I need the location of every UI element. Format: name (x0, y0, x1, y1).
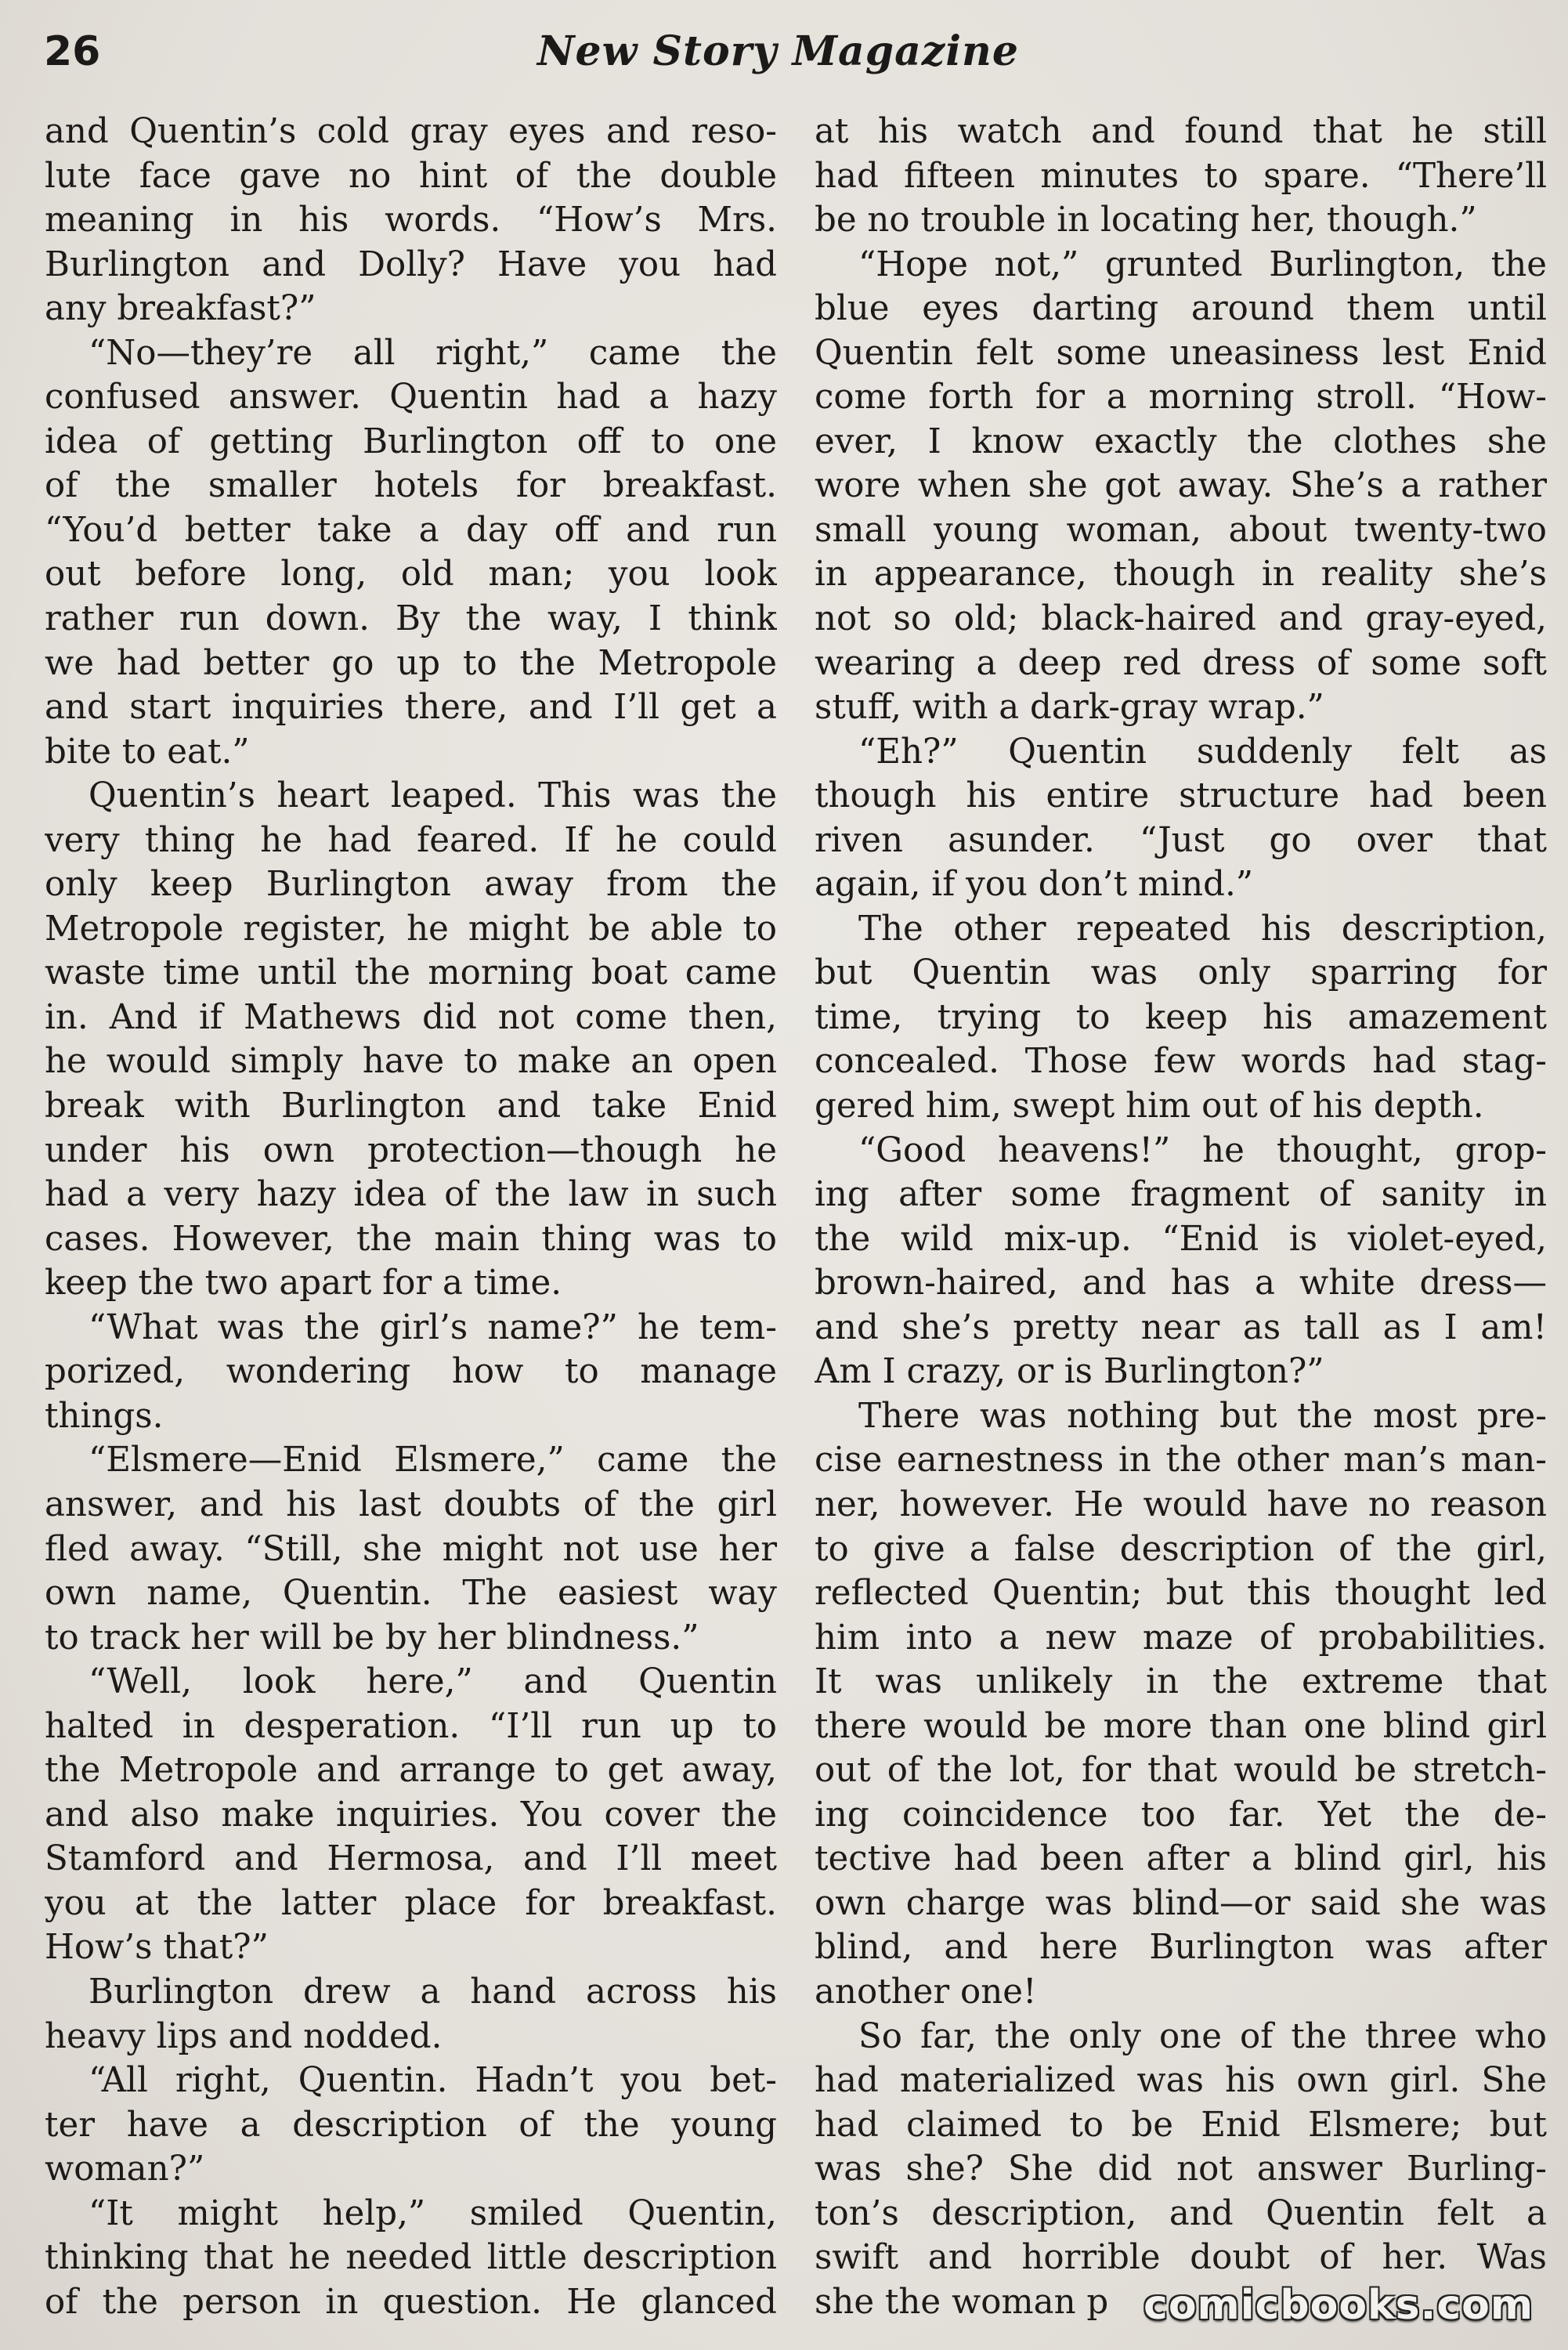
text-line: under his own protection—though he (45, 1130, 777, 1170)
page-header (44, 20, 1532, 83)
text-line: had fifteen minutes to spare. “There’ll (815, 156, 1547, 196)
text-line: meaning in his words. “How’s Mrs. (45, 201, 777, 240)
text-line: come forth for a morning stroll. “How- (815, 378, 1547, 418)
text-line: to give a false description of the girl, (815, 1529, 1547, 1569)
text-line: brown-haired, and has a white dress— (815, 1264, 1547, 1303)
text-line: though his entire structure had been (815, 776, 1547, 816)
text-line: and Quentin’s cold gray eyes and reso- (45, 112, 777, 151)
text-line: heavy lips and nodded. (45, 2016, 443, 2056)
right-text-column (815, 110, 1547, 2324)
text-line: confused answer. Quentin had a hazy (45, 378, 777, 418)
text-line: things. (45, 1396, 164, 1436)
text-line: we had better go up to the Metropole (45, 643, 777, 683)
text-line: wore when she got away. She’s a rather (815, 466, 1547, 506)
text-line: There was nothing but the most pre- (858, 1396, 1547, 1436)
text-line: keep the two apart for a time. (45, 1264, 562, 1303)
text-line: The other repeated his description, (858, 909, 1547, 949)
text-line: riven asunder. “Just go over that (815, 820, 1547, 860)
text-line: blind, and here Burlington was after (815, 1928, 1547, 1968)
text-line: ner, however. He would have no reason (815, 1484, 1547, 1524)
text-line: time, trying to keep his amazement (815, 997, 1547, 1037)
text-line: swift and horrible doubt of her. Was (815, 2238, 1547, 2278)
text-line: woman?” (45, 2149, 205, 2189)
text-line: reflected Quentin; but this thought led (815, 1574, 1547, 1614)
text-line: small young woman, about twenty-two (815, 510, 1547, 550)
text-line: lute face gave no hint of the double (45, 156, 777, 196)
text-line: cise earnestness in the other man’s man- (815, 1441, 1547, 1480)
text-line: out of the lot, for that would be stretch- (815, 1751, 1547, 1791)
text-line: of the smaller hotels for breakfast. (45, 466, 777, 506)
text-line: concealed. Those few words had stag- (815, 1042, 1547, 1082)
text-line: was she? She did not answer Burling- (815, 2149, 1547, 2189)
text-line: the wild mix-up. “Enid is violet-eyed, (815, 1219, 1547, 1259)
text-line: had a very hazy idea of the law in such (45, 1175, 777, 1215)
text-line: and also make inquiries. You cover the (45, 1795, 777, 1835)
text-line: ing after some fragment of sanity in (815, 1175, 1547, 1215)
text-line: waste time until the morning boat came (45, 953, 777, 993)
text-line: Quentin’s heart leaped. This was the (89, 776, 777, 816)
text-line: you at the latter place for breakfast. (45, 1883, 777, 1923)
text-line: “Good heavens!” he thought, grop- (858, 1130, 1547, 1170)
text-line: of the person in question. He glanced (45, 2282, 777, 2322)
text-line: own charge was blind—or said she was (815, 1883, 1547, 1923)
text-line: Stamford and Hermosa, and I’ll meet (45, 1839, 777, 1879)
text-line: “Eh?” Quentin suddenly felt as (858, 732, 1547, 772)
text-line: be no trouble in locating her, though.” (815, 201, 1477, 240)
text-line: answer, and his last doubts of the girl (45, 1484, 777, 1524)
text-line: again, if you don’t mind.” (815, 865, 1254, 905)
text-line: to track her will be by her blindness.” (45, 1618, 699, 1658)
page-number: 26 (44, 28, 101, 75)
text-line: him into a new maze of probabilities. (815, 1618, 1547, 1658)
text-line: Am I crazy, or is Burlington?” (815, 1352, 1324, 1392)
text-line: “Well, look here,” and Quentin (89, 1662, 777, 1702)
text-line: “All right, Quentin. Hadn’t you bet- (89, 2061, 777, 2101)
text-line: out before long, old man; you look (45, 555, 777, 595)
text-line: It was unlikely in the extreme that (815, 1662, 1547, 1702)
text-line: ever, I know exactly the clothes she (815, 421, 1547, 461)
text-line: bite to eat.” (45, 732, 250, 772)
text-line: wearing a deep red dress of some soft (815, 643, 1547, 683)
text-line: but Quentin was only sparring for (815, 953, 1547, 993)
text-line: own name, Quentin. The easiest way (45, 1574, 777, 1614)
text-line: ing coincidence too far. Yet the de- (815, 1795, 1547, 1835)
text-line: Quentin felt some uneasiness lest Enid (815, 333, 1547, 373)
text-line: “Elsmere—Enid Elsmere,” came the (89, 1441, 777, 1480)
text-line: Burlington and Dolly? Have you had (45, 244, 777, 284)
text-line: porized, wondering how to manage (45, 1352, 777, 1392)
text-line: in appearance, though in reality she’s (815, 555, 1547, 595)
text-line: Burlington drew a hand across his (89, 1972, 777, 2012)
text-line: in. And if Mathews did not come then, (45, 997, 777, 1037)
watermark: comicbooks.com (1143, 2282, 1534, 2329)
text-line: another one! (815, 1972, 1037, 2012)
text-line: not so old; black-haired and gray-eyed, (815, 599, 1547, 639)
text-line: and she’s pretty near as tall as I am! (815, 1307, 1547, 1347)
text-line: had claimed to be Enid Elsmere; but (815, 2105, 1547, 2145)
text-line: cases. However, the main thing was to (45, 1219, 777, 1259)
magazine-title: New Story Magazine (537, 27, 1019, 75)
text-line: So far, the only one of the three who (858, 2016, 1547, 2056)
text-line: had materialized was his own girl. She (815, 2061, 1547, 2101)
text-line: “What was the girl’s name?” he tem- (89, 1307, 777, 1347)
text-line: any breakfast?” (45, 289, 316, 329)
text-line: idea of getting Burlington off to one (45, 421, 777, 461)
text-line: How’s that?” (45, 1928, 269, 1968)
text-line: there would be more than one blind girl (815, 1706, 1547, 1746)
text-line: “No—they’re all right,” came the (89, 333, 777, 373)
text-line: gered him, swept him out of his depth. (815, 1086, 1484, 1126)
text-line: “It might help,” smiled Quentin, (89, 2193, 777, 2233)
text-line: “You’d better take a day off and run (45, 510, 777, 550)
text-line: at his watch and found that he still (815, 112, 1547, 151)
text-line: “Hope not,” grunted Burlington, the (858, 244, 1547, 284)
text-line: fled away. “Still, she might not use her (45, 1529, 777, 1569)
text-line: thinking that he needed little description (45, 2238, 777, 2278)
left-text-column (45, 110, 777, 2324)
text-line: rather run down. By the way, I think (45, 599, 777, 639)
text-line: halted in desperation. “I’ll run up to (45, 1706, 777, 1746)
text-line: he would simply have to make an open (45, 1042, 777, 1082)
text-line: the Metropole and arrange to get away, (45, 1751, 777, 1791)
text-line: tective had been after a blind girl, his (815, 1839, 1547, 1879)
text-line: break with Burlington and take Enid (45, 1086, 777, 1126)
text-line: blue eyes darting around them until (815, 289, 1547, 329)
text-line: very thing he had feared. If he could (45, 820, 777, 860)
text-line: Metropole register, he might be able to (45, 909, 777, 949)
text-line: ter have a description of the young (45, 2105, 777, 2145)
text-line: and start inquiries there, and I’ll get a (45, 688, 777, 728)
text-line: she the woman p (815, 2282, 1109, 2322)
text-line: ton’s description, and Quentin felt a (815, 2193, 1547, 2233)
text-line: stuff, with a dark-gray wrap.” (815, 688, 1324, 728)
text-line: only keep Burlington away from the (45, 865, 777, 905)
